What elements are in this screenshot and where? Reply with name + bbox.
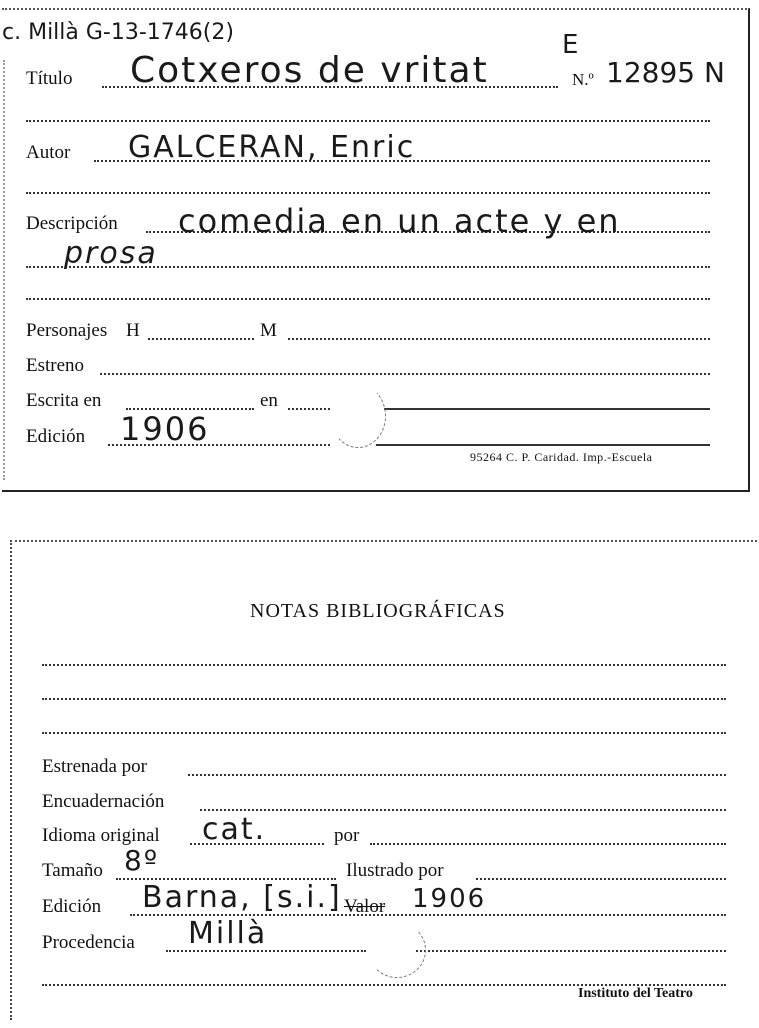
descripcion-value-1: comedia en un acte y en [178,202,621,240]
punch-hole [330,384,386,448]
en-line-left [288,408,330,410]
catalog-card-front [2,8,750,492]
titulo-value: Cotxeros de vritat [130,50,489,91]
procedencia-line-right [416,950,726,952]
en-label: en [260,390,278,411]
idioma-value: cat. [202,812,267,847]
back-edicion-label: Edición [42,896,102,917]
notas-line-2 [42,698,726,700]
number-label: N.º [572,70,594,89]
en-line-right [384,408,710,410]
edicion-line-right [376,444,710,446]
handwritten-reference: c. Millà G-13-1746(2) [2,20,234,45]
descripcion-value-2: prosa [64,236,158,271]
autor-extra-line [26,192,710,194]
number-value: 12895 N [606,56,725,89]
handwritten-mark: E [562,30,581,60]
edicion-value: 1906 [120,410,210,448]
tamano-value: 8º [124,844,160,877]
front-margin-marks [3,60,5,480]
notas-line-1 [42,664,726,666]
valor-label: Valor [344,896,386,917]
descripcion-label: Descripción [26,213,118,234]
procedencia-value: Millà [188,916,268,951]
encuadernacion-label: Encuadernación [42,791,165,812]
personajes-h-label: H [126,320,140,341]
printer-imprint: 95264 C. P. Caridad. Imp.-Escuela [470,450,653,464]
valor-value: 1906 [412,884,487,914]
back-punch-hole [368,922,426,978]
personajes-m-label: M [260,320,277,341]
estreno-label: Estreno [26,355,85,376]
escrita-en-label: Escrita en [26,390,102,411]
edicion-label: Edición [26,426,86,447]
encuadernacion-line [200,809,726,811]
notas-line-3 [42,732,726,734]
titulo-extra-line [26,120,710,122]
catalog-card-back [10,540,757,1020]
personajes-h-line [148,338,254,340]
idioma-original-label: Idioma original [42,825,160,846]
titulo-label: Título [26,68,73,89]
back-edicion-value: Barna, [s.i.] [142,880,342,915]
estrenada-por-line [188,774,726,776]
personajes-m-line [288,338,710,340]
tamano-label: Tamaño [42,860,103,881]
procedencia-label: Procedencia [42,932,135,953]
ilustrado-por-label: Ilustrado por [346,860,444,881]
instituto-footer: Instituto del Teatro [578,986,693,1001]
autor-value: GALCERAN, Enric [128,130,416,165]
personajes-label: Personajes [26,320,108,341]
ilustrado-por-line [476,878,726,880]
estrenada-por-label: Estrenada por [42,756,147,777]
descripcion-line-3 [26,298,710,300]
notas-title: NOTAS BIBLIOGRÁFICAS [250,600,506,622]
estreno-line [100,373,710,375]
autor-label: Autor [26,142,71,163]
idioma-por-line [370,843,726,845]
idioma-por-label: por [334,825,360,846]
